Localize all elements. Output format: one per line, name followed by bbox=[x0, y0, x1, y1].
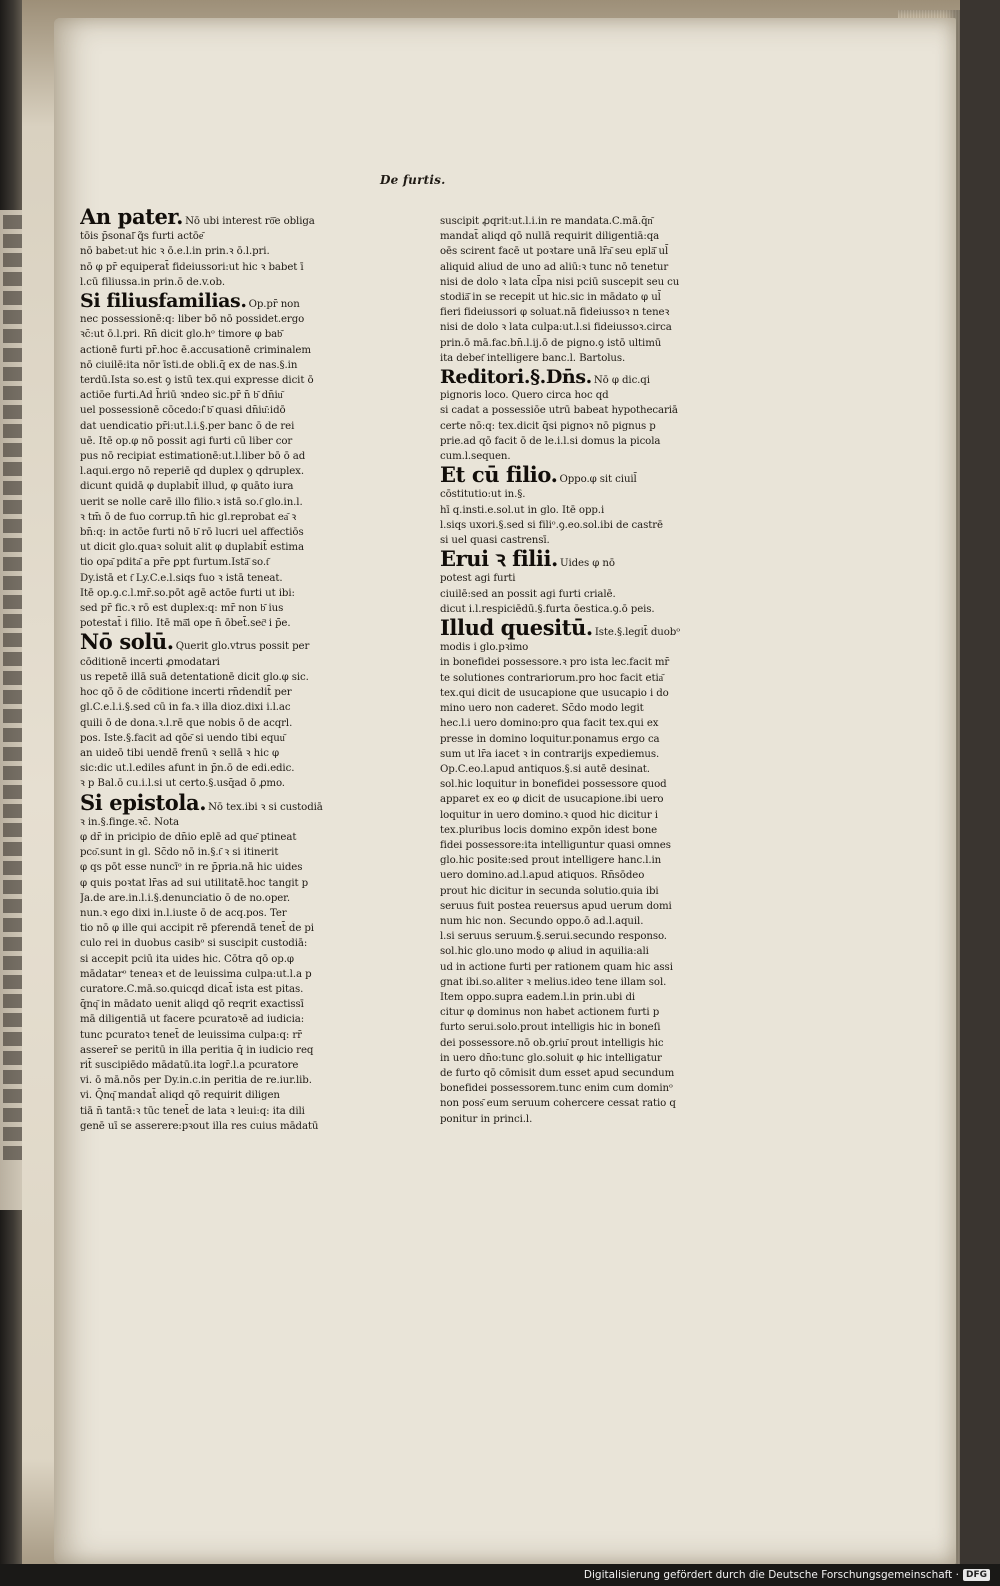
dfg-logo-icon: DFG bbox=[963, 1569, 990, 1581]
line-text: aliquid aliud de uno ad aliū:ꝛ tunc nō tenetur bbox=[440, 261, 669, 273]
text-line bbox=[80, 495, 372, 510]
line-text: dicunt quidā φ duplabit̄ illud, φ quāto iura bbox=[80, 481, 294, 493]
line-text: l.siqs uxori.§.sed si filiᵒ.ꝯ.eo.sol.ibi de castrē bbox=[440, 519, 663, 531]
line-text: uero domino.ad.l.apud atiquos. Rn̄sōdeo bbox=[440, 870, 645, 882]
line-text: dat uendicatio pr̄i:ut.l.i.§.per banc ō de rei bbox=[80, 420, 295, 432]
line-text: sol.hic loquitur in bonefidei possessore quod bbox=[440, 779, 667, 791]
text-line bbox=[80, 327, 372, 342]
text-line bbox=[440, 914, 686, 929]
line-text: nec possessionē:q: liber bō nō possidet.ergo bbox=[80, 314, 305, 326]
text-line bbox=[440, 1066, 686, 1081]
text-line bbox=[80, 206, 372, 229]
text-line bbox=[440, 747, 686, 762]
line-text: cum.l.sequen. bbox=[440, 451, 511, 463]
line-text: mā diligentiā ut facere pcuratoꝛē ad iudicia: bbox=[80, 1014, 305, 1026]
line-text: us repetē illā suā detentationē dicit glo.φ sic. bbox=[80, 671, 309, 683]
text-line bbox=[80, 275, 372, 290]
line-text: φ qs pōt esse nuncīᵒ in re p̄pria.nā hic uides bbox=[80, 862, 303, 874]
text-line bbox=[440, 571, 686, 586]
text-line bbox=[440, 975, 686, 990]
line-text: bn̄:q: in actōe furti nō b͂ rō lucri uel affectiōs bbox=[80, 527, 304, 539]
line-text: uē. Itē op.φ nō possit agi furti cū liber cor bbox=[80, 435, 293, 447]
line-text: cōditionē incerti ꝓmodatari bbox=[80, 656, 220, 668]
line-text: Iste.§.legit̄ duobᵒ bbox=[594, 627, 681, 639]
line-text: ꝛ tm̄ ō de fuo corrup.tn̄ hic gl.reprobat ea͂ ꝛ bbox=[80, 511, 297, 523]
text-line bbox=[80, 1058, 372, 1073]
text-line bbox=[80, 1012, 372, 1027]
text-entry bbox=[440, 214, 686, 366]
line-text: sol.hic glo.uno modo φ aliud in aquilia:ali bbox=[440, 946, 649, 958]
lemma-heading: Nō solū. bbox=[80, 631, 174, 655]
text-line bbox=[440, 1051, 686, 1066]
line-text: asserer̄ se peritū in illa peritia q̄ in iudicio req bbox=[80, 1044, 314, 1056]
text-line bbox=[80, 419, 372, 434]
lemma-heading: An pater. bbox=[80, 206, 184, 229]
line-text: mino uero non caderet. Sc̄do modo legit bbox=[440, 703, 644, 715]
line-text: hec.l.i uero domino:pro qua facit tex.qui ex bbox=[440, 718, 659, 730]
text-entry bbox=[440, 366, 686, 464]
line-text: Op.C.eo.l.apud antiquos.§.si autē desinat. bbox=[440, 763, 650, 775]
line-text: suscipit ꝓqrit:ut.l.i.in re mandata.C.mā.q̄n͂ bbox=[440, 216, 653, 227]
line-text: nō ciuilē:ita nōr īsti.de obli.q̄ ex de nas.§.in bbox=[80, 359, 298, 371]
text-line bbox=[440, 260, 686, 275]
line-text: ꝛ p Bal.ō cu.i.l.si ut certo.§.usq̄ad ō ꝓmo. bbox=[80, 778, 285, 790]
text-line bbox=[80, 1088, 372, 1103]
text-line bbox=[440, 214, 686, 229]
text-line bbox=[80, 967, 372, 982]
text-line bbox=[80, 700, 372, 715]
line-text: in uero dn̄o:tunc glo.soluit φ hic intelligatur bbox=[440, 1052, 662, 1064]
lemma-heading: Reditori.§.Dn̄s. bbox=[440, 366, 592, 389]
line-text: loquitur in uero domino.ꝛ quod hic dicitur i bbox=[440, 809, 658, 821]
text-line bbox=[80, 1119, 372, 1134]
line-text: Itē op.ꝯ.c.l.mr̄.so.pōt agē actōe furti ut ibi: bbox=[80, 587, 295, 599]
text-line bbox=[80, 670, 372, 685]
line-text: genē uī se asserere:pꝛout illa res cuius mādatū bbox=[80, 1120, 319, 1132]
line-text: curatore.C.mā.so.quicqd dicat̄ ista est pitas. bbox=[80, 983, 304, 995]
text-line bbox=[440, 305, 686, 320]
text-line bbox=[80, 290, 372, 312]
line-text: sed pr̄ fic.ꝛ rō est duplex:q: mr̄ non b͂ ius bbox=[80, 603, 284, 615]
line-text: Uides φ nō bbox=[559, 558, 615, 570]
line-text: vi. Q̄nq͂ mandat̄ aliqd qō requirit diligen bbox=[80, 1090, 280, 1102]
text-line bbox=[440, 388, 686, 403]
text-line bbox=[440, 229, 686, 244]
text-line bbox=[440, 518, 686, 533]
text-line bbox=[80, 906, 372, 921]
text-line bbox=[80, 631, 372, 654]
lemma-heading: Erui ꝛ filii. bbox=[440, 548, 558, 572]
text-entry bbox=[80, 290, 372, 631]
line-text: non poss͂ eum seruum cohercere cessat ratio q bbox=[440, 1098, 676, 1110]
text-line bbox=[80, 358, 372, 373]
lemma-heading: Et cū filio. bbox=[440, 464, 558, 488]
text-line bbox=[80, 997, 372, 1012]
text-line bbox=[80, 586, 372, 601]
lemma-heading: Si epistola. bbox=[80, 791, 207, 815]
line-text: sic:dic ut.l.ediles afunt in p̄n.ō de edi.edic. bbox=[80, 763, 295, 775]
text-line bbox=[440, 732, 686, 747]
text-line bbox=[440, 929, 686, 944]
text-line bbox=[80, 434, 372, 449]
line-text: l.si seruus seruum.§.serui.secundo responso. bbox=[440, 931, 667, 943]
line-text: Ja.de are.in.l.i.§.denunciatio ō de no.oper. bbox=[80, 892, 290, 904]
line-text: prie.ad qō facit ō de le.i.l.si domus la picola bbox=[440, 435, 661, 447]
line-text: potestat̄ i filio. Itē mā͂i ope n̄ ōbet̄.sec̄ͭ i p̄e. bbox=[80, 618, 291, 630]
text-line bbox=[80, 555, 372, 570]
line-text: pco͂.sunt in gl. Sc̄do nō in.§.t͂ ꝛ si itinerit bbox=[80, 847, 279, 859]
text-line bbox=[80, 464, 372, 479]
text-line bbox=[440, 838, 686, 853]
text-line bbox=[80, 830, 372, 845]
line-text: φ quis poꝛtat lr̄as ad sui utilitatē.hoc tangit p bbox=[80, 877, 309, 889]
text-line bbox=[80, 449, 372, 464]
line-text: uerit se nolle carē illo filio.ꝛ istā so.t͂ glo.in.l. bbox=[80, 496, 303, 508]
line-text: actiōe furti.Ad h̄riū ꝛndeo sic.pr̄ n̄ b͂ dn̄iu͂ bbox=[80, 390, 283, 402]
line-text: pos. Iste.§.facit ad qōe͂ si uendo tibi equu͂ bbox=[80, 732, 285, 744]
line-text: nisi de dolo ꝛ lata cl̄pa nisi pciū suscepit seu cu bbox=[440, 276, 680, 288]
line-text: prout hic dicitur in secunda solutio.quia ibi bbox=[440, 885, 659, 897]
text-line bbox=[80, 921, 372, 936]
text-line bbox=[80, 891, 372, 906]
text-line bbox=[440, 602, 686, 617]
text-line bbox=[80, 229, 372, 244]
text-line bbox=[440, 640, 686, 655]
text-line bbox=[80, 761, 372, 776]
line-text: q̄nq͂ in mādato uenit aliqd qō reqrit exactissī bbox=[80, 999, 304, 1011]
text-line bbox=[440, 336, 686, 351]
line-text: ciuilē:sed an possit agi furti crialē. bbox=[440, 588, 616, 600]
text-line bbox=[80, 1073, 372, 1088]
text-line bbox=[80, 373, 372, 388]
text-line bbox=[440, 275, 686, 290]
line-text: mandat̄ aliqd qō nullā requirit diligentiā:qa bbox=[440, 231, 660, 243]
text-line bbox=[80, 776, 372, 791]
line-text: ꝛ in.§.finge.ꝛc̄. Nota bbox=[80, 816, 179, 828]
line-text: bonefidei possessorem.tunc enim cum dominᵒ bbox=[440, 1083, 673, 1095]
text-line bbox=[440, 792, 686, 807]
text-line bbox=[440, 671, 686, 686]
line-text: si accepit pciū ita uides hic. Cōtra qō op.φ bbox=[80, 953, 294, 965]
text-entry bbox=[440, 617, 686, 1127]
text-line bbox=[80, 792, 372, 815]
text-line bbox=[440, 1112, 686, 1127]
line-text: ud in actione furti per rationem quam hic assi bbox=[440, 961, 673, 973]
line-text: an uideō tibi uendē frenū ꝛ sellā ꝛ hic φ bbox=[80, 747, 279, 759]
line-text: citur φ dominus non habet actionem furti p bbox=[440, 1007, 660, 1019]
line-text: tex.pluribus locis domino expōn idest bone bbox=[440, 824, 658, 836]
line-text: Nō ubi interest rō͂e obliga bbox=[185, 216, 315, 227]
text-line bbox=[80, 655, 372, 670]
line-text: dei possessore.nō ob.ꝯriu͂ prout intelligis hic bbox=[440, 1037, 664, 1049]
text-entry bbox=[440, 548, 686, 617]
line-text: Oppo.φ sit ciuil̄ bbox=[559, 474, 637, 486]
line-text: in bonefidei possessore.ꝛ pro ista lec.facit mr̄ bbox=[440, 657, 670, 669]
text-line bbox=[440, 960, 686, 975]
line-text: potest agi furti bbox=[440, 573, 516, 585]
text-line bbox=[440, 617, 686, 640]
text-line bbox=[80, 540, 372, 555]
text-line bbox=[440, 762, 686, 777]
text-line bbox=[440, 351, 686, 366]
text-line bbox=[440, 1005, 686, 1020]
line-text: quili ō de dona.ꝛ.l.rē que nobis ō de acqrl. bbox=[80, 717, 293, 729]
credit-text: Digitalisierung gefördert durch die Deutsche Forschungsgemeinschaft · bbox=[583, 1569, 959, 1581]
line-text: dicut i.l.respiciēdū.§.furta ōestica.ꝯ.ō peis. bbox=[440, 603, 655, 615]
line-text: fidei possessore:ita intelliguntur quasi omnes bbox=[440, 839, 671, 851]
text-line bbox=[80, 571, 372, 586]
lemma-heading: Illud quesitū. bbox=[440, 617, 593, 641]
text-line bbox=[80, 731, 372, 746]
line-text: pignoris loco. Quero circa hoc qd bbox=[440, 390, 609, 402]
text-line bbox=[440, 1096, 686, 1111]
text-line bbox=[440, 1036, 686, 1051]
lemma-heading: Si filiusfamilias. bbox=[80, 290, 247, 313]
line-text: φ dr̄ in pricipio de dn̄io eplē ad que͂ ptineat bbox=[80, 831, 297, 843]
line-text: modis i glo.pꝛimo bbox=[440, 642, 529, 654]
line-text: Item oppo.supra eadem.l.in prin.ubi di bbox=[440, 991, 636, 1003]
line-text: l.cū filiussa.in prin.ō de.v.ob. bbox=[80, 276, 226, 288]
text-line bbox=[80, 860, 372, 875]
text-line bbox=[440, 487, 686, 502]
line-text: de furto qō cōmisit dum esset apud secundum bbox=[440, 1067, 675, 1079]
line-text: seruus fuit postea reuersus apud uerum domi bbox=[440, 900, 672, 912]
line-text: te solutiones contrariorum.pro hoc facit etia͂ bbox=[440, 672, 664, 684]
line-text: certe nō:q: tex.dicit q̄si pignoꝛ nō pignus p bbox=[440, 420, 656, 432]
text-line bbox=[440, 808, 686, 823]
text-line bbox=[440, 884, 686, 899]
line-text: culo rei in duobus casibᵒ si suscipit custodiā: bbox=[80, 938, 308, 950]
text-line bbox=[80, 343, 372, 358]
text-entry bbox=[80, 631, 372, 791]
text-line bbox=[80, 616, 372, 631]
right-text-column bbox=[440, 214, 686, 1127]
line-text: Nō φ dic.qi bbox=[593, 375, 650, 387]
text-line bbox=[440, 868, 686, 883]
line-text: glo.hic posite:sed prout intelligere hanc.l.in bbox=[440, 855, 662, 867]
text-line bbox=[80, 260, 372, 275]
text-line bbox=[80, 525, 372, 540]
text-line bbox=[440, 290, 686, 305]
line-text: si cadat a possessiōe utrū babeat hypothecariā bbox=[440, 405, 678, 417]
text-line bbox=[80, 244, 372, 259]
text-line bbox=[440, 587, 686, 602]
line-text: gl.C.e.l.i.§.sed cū in fa.ꝛ illa dioz.dixi i.l.ac bbox=[80, 702, 291, 714]
line-text: mādatarᵒ teneaꝛ et de leuissima culpa:ut.l.a p bbox=[80, 968, 312, 980]
line-text: Querit glo.vtrus possit per bbox=[175, 641, 310, 653]
line-text: hī q.insti.e.sol.ut in glo. Itē opp.i bbox=[440, 504, 605, 516]
line-text: num hic non. Secundo oppo.ō ad.l.aquil. bbox=[440, 915, 644, 927]
text-line bbox=[440, 464, 686, 487]
text-line bbox=[440, 244, 686, 259]
line-text: rit̄ suscipiēdo mādatū.ita logr̄.l.a pcuratore bbox=[80, 1059, 299, 1071]
left-text-column bbox=[80, 206, 372, 1134]
text-line bbox=[440, 686, 686, 701]
line-text: vi. ō mā.nōs per Dy.in.c.in peritia de re.iur.lib. bbox=[80, 1075, 312, 1087]
line-text: hoc qō ō de cōditione incerti rn̄dendit̄ per bbox=[80, 687, 292, 699]
text-line bbox=[440, 777, 686, 792]
line-text: Nō tex.ibi ꝛ si custodiā bbox=[208, 801, 323, 813]
line-text: furto serui.solo.prout intelligis hic in boneſi bbox=[440, 1022, 661, 1034]
line-text: Op.pr̄ non bbox=[248, 299, 300, 311]
line-text: ponitur in princi.l. bbox=[440, 1113, 533, 1125]
text-line bbox=[80, 403, 372, 418]
text-line bbox=[80, 876, 372, 891]
line-text: nō φ pr̄ equiperat̄ fideiussori:ut hic ꝛ babet ī bbox=[80, 261, 304, 273]
text-line bbox=[80, 312, 372, 327]
line-text: cōstitutio:ut in.§. bbox=[440, 489, 526, 501]
line-text: uel possessionē cōcedo:ſ͂ b͂ quasi dn̄iu͂:idō bbox=[80, 405, 286, 417]
text-line bbox=[80, 982, 372, 997]
text-line bbox=[80, 716, 372, 731]
line-text: stodiā͂ in se recepit ut hic.sic in mādato φ ul̄ bbox=[440, 292, 661, 304]
line-text: presse in domino loquitur.ponamus ergo ca bbox=[440, 733, 660, 745]
line-text: ita debet͂ intelligere banc.l. Bartolus. bbox=[440, 352, 626, 364]
line-text: si uel quasi castrensī. bbox=[440, 535, 550, 547]
line-text: tiā n̄ tantā:ꝛ tūc tenet̄ de lata ꝛ leui:q: ita dili bbox=[80, 1105, 305, 1117]
text-line bbox=[80, 936, 372, 951]
text-line bbox=[80, 815, 372, 830]
line-text: tōis p̄sonal͂ q̃s furti actōe͂ bbox=[80, 231, 204, 243]
text-entry bbox=[80, 206, 372, 290]
line-text: tex.qui dicit de usucapione que usucapio i do bbox=[440, 687, 669, 699]
line-text: l.aqui.ergo nō reperiē qd duplex ꝯ qdruplex. bbox=[80, 466, 304, 478]
line-text: tunc pcuratoꝛ tenet̄ de leuissima culpa:q: rr̄ bbox=[80, 1029, 302, 1041]
text-line bbox=[440, 419, 686, 434]
text-line bbox=[440, 853, 686, 868]
line-text: ut dicit glo.quaꝛ soluit alit φ duplabit̄ estima bbox=[80, 542, 304, 554]
digitization-credit bbox=[584, 1567, 990, 1583]
text-line bbox=[80, 388, 372, 403]
line-text: nun.ꝛ ego dixi in.l.iuste ō de acq.pos. Ter bbox=[80, 907, 287, 919]
text-line bbox=[440, 403, 686, 418]
text-line bbox=[80, 746, 372, 761]
line-text: apparet ex eo φ dicit de usucapione.ibi uero bbox=[440, 794, 664, 806]
line-text: oēs scirent facē ut poꝛtare unā lr̄a͂ seu eplā͂ ul̄ bbox=[440, 246, 669, 258]
text-line bbox=[440, 990, 686, 1005]
line-text: nisi de dolo ꝛ lata culpa:ut.l.si fideiussoꝛ.circa bbox=[440, 322, 672, 334]
running-head: De furtis. bbox=[380, 173, 446, 187]
line-text: prin.ō mā.fac.bn̄.l.ij.ō de pigno.ꝯ istō ultimū bbox=[440, 337, 662, 349]
line-text: nō babet:ut hic ꝛ ō.e.l.in prin.ꝛ ō.l.pri. bbox=[80, 246, 270, 258]
text-entry bbox=[80, 792, 372, 1134]
text-line bbox=[440, 503, 686, 518]
text-line bbox=[80, 1043, 372, 1058]
text-line bbox=[440, 716, 686, 731]
text-line bbox=[80, 1104, 372, 1119]
text-line bbox=[440, 548, 686, 571]
text-line bbox=[440, 899, 686, 914]
text-line bbox=[80, 479, 372, 494]
text-line bbox=[440, 823, 686, 838]
text-line bbox=[440, 320, 686, 335]
text-line bbox=[80, 601, 372, 616]
text-line bbox=[80, 1028, 372, 1043]
line-text: pus nō recipiat estimationē:ut.l.liber bō ō ad bbox=[80, 451, 306, 463]
text-line bbox=[440, 944, 686, 959]
text-line bbox=[440, 655, 686, 670]
line-text: ꝛc̄:ut ō.l.pri. Rn̄ dicit glo.hᵒ timore φ bab͂ bbox=[80, 329, 283, 341]
text-line bbox=[440, 434, 686, 449]
line-text: tio nō φ ille qui accipit rē pferendā tenet̄ de pi bbox=[80, 923, 314, 935]
text-line bbox=[440, 449, 686, 464]
text-line bbox=[440, 366, 686, 388]
text-line bbox=[440, 1081, 686, 1096]
text-line bbox=[440, 1020, 686, 1035]
line-text: sum ut lr̄a iacet ꝛ in contrarijs expediemus. bbox=[440, 748, 660, 760]
line-text: actionē furti pr̄.hoc ē.accusationē criminalem bbox=[80, 344, 311, 356]
text-line bbox=[80, 845, 372, 860]
line-text: Dy.istā et t͂ Ly.C.e.l.siqs fuo ꝛ istā teneat. bbox=[80, 572, 283, 584]
text-line bbox=[440, 533, 686, 548]
line-text: fieri fideiussori φ soluat.nā fideiussoꝛ n teneꝛ bbox=[440, 307, 670, 319]
text-entry bbox=[440, 464, 686, 548]
line-text: gnat ibi.so.aliter ꝛ melius.ideo tene illam sol. bbox=[440, 976, 667, 988]
text-line bbox=[80, 510, 372, 525]
line-text: terdū.Ista so.est ꝯ istū tex.qui expresse dicit ō bbox=[80, 375, 314, 387]
text-line bbox=[80, 685, 372, 700]
line-text: tio opa͂ pdita͂ a pr̄e ꝑpt furtum.Istā͂ so.t͂ bbox=[80, 557, 269, 569]
text-line bbox=[440, 701, 686, 716]
text-line bbox=[80, 952, 372, 967]
